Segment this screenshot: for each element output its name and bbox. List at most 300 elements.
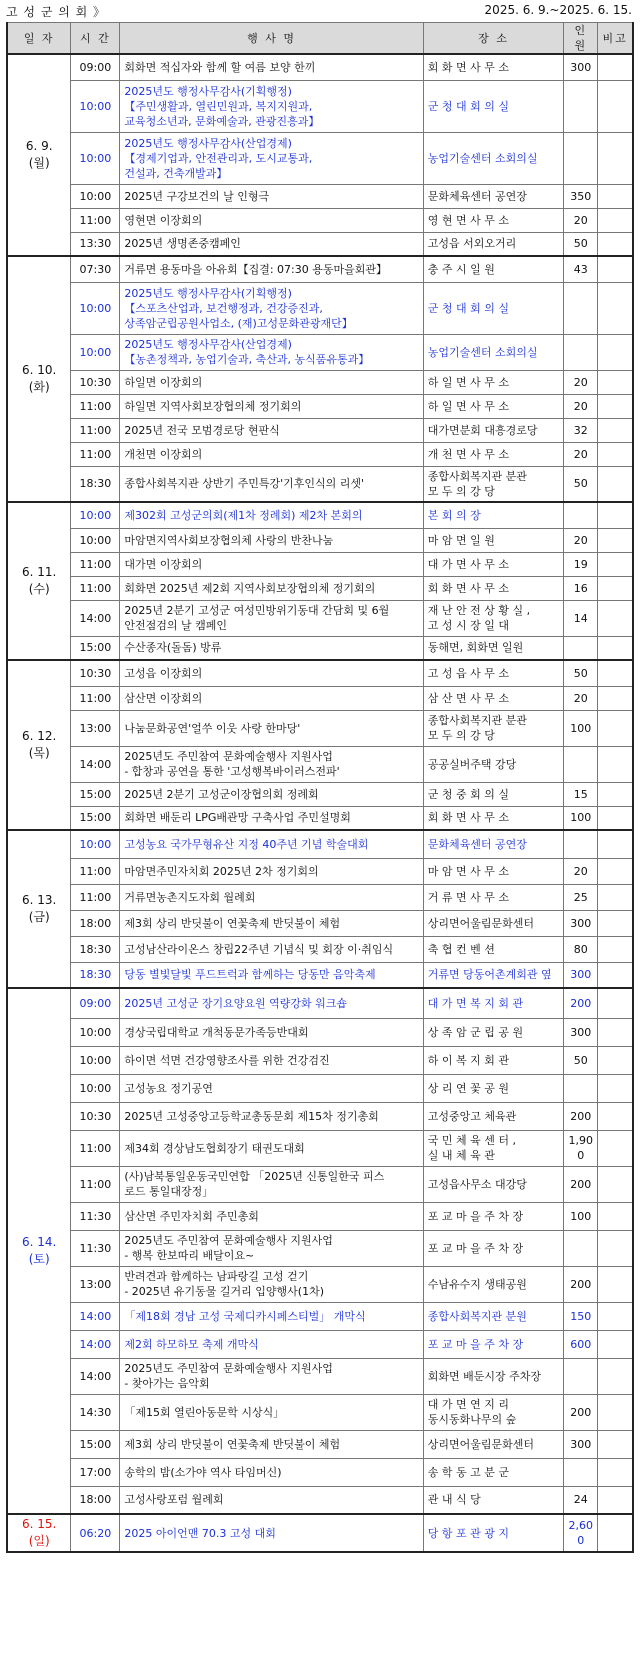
col-header-event: 행 사 명 (120, 23, 423, 55)
place-cell: 하 일 면 사 무 소 (423, 370, 564, 394)
event-cell: 나눔문화공연'얼쑤 이웃 사랑 한마당' (120, 710, 423, 746)
table-row (7, 1266, 633, 1302)
place-cell: 영 현 면 사 무 소 (423, 208, 564, 232)
table-row (7, 710, 633, 746)
place-cell: 상 족 암 군 립 공 원 (423, 1018, 564, 1046)
col-header-time: 시 간 (71, 23, 120, 55)
event-cell: 2025년도 행정사무감사(기획행정) 【스포츠산업과, 보건행정과, 건강증진과, 상족암군립공원사업소, (재)고성문화관광재단】 (120, 282, 423, 334)
time-cell: 15:00 (71, 636, 120, 660)
place-cell: 당 항 포 관 광 지 (423, 1514, 564, 1552)
table-row (7, 576, 633, 600)
table-row (7, 1514, 633, 1552)
time-cell: 10:00 (71, 830, 120, 858)
note-cell (598, 936, 633, 962)
note-cell (598, 552, 633, 576)
time-cell: 18:00 (71, 910, 120, 936)
place-cell: 회 화 면 사 무 소 (423, 54, 564, 80)
count-cell: 25 (564, 884, 598, 910)
table-row (7, 394, 633, 418)
place-cell: 대 가 면 연 지 리 동시동화나무의 숲 (423, 1394, 564, 1430)
note-cell (598, 370, 633, 394)
count-cell (564, 282, 598, 334)
place-cell: 대 가 면 사 무 소 (423, 552, 564, 576)
note-cell (598, 1230, 633, 1266)
count-cell: 2,60 0 (564, 1514, 598, 1552)
place-cell: 마 암 면 일 원 (423, 528, 564, 552)
table-row (7, 782, 633, 806)
note-cell (598, 988, 633, 1018)
time-cell: 10:00 (71, 282, 120, 334)
note-cell (598, 830, 633, 858)
event-cell: 삼산면 주민자치회 주민총회 (120, 1202, 423, 1230)
time-cell: 17:00 (71, 1458, 120, 1486)
event-cell: 삼산면 이장회의 (120, 686, 423, 710)
count-cell (564, 80, 598, 132)
place-cell: 군 청 대 회 의 실 (423, 80, 564, 132)
place-cell: 포 교 마 을 주 차 장 (423, 1202, 564, 1230)
schedule-body (7, 23, 633, 1553)
count-cell (564, 746, 598, 782)
place-cell: 포 교 마 을 주 차 장 (423, 1330, 564, 1358)
table-row (7, 1130, 633, 1166)
table-row (7, 910, 633, 936)
event-cell: 회화면 적십자와 함께 할 여름 보양 한끼 (120, 54, 423, 80)
event-cell: 「제18회 경남 고성 국제디카시페스티벌」 개막식 (120, 1302, 423, 1330)
time-cell: 10:30 (71, 370, 120, 394)
note-cell (598, 636, 633, 660)
time-cell: 06:20 (71, 1514, 120, 1552)
note-cell (598, 1130, 633, 1166)
time-cell: 15:00 (71, 1430, 120, 1458)
col-header-date: 일 자 (7, 23, 71, 55)
date-cell: 6. 14. (토) (7, 988, 71, 1514)
place-cell: 거류면 당동어촌계회관 옆 (423, 962, 564, 988)
event-cell: 2025년 생명존중캠페인 (120, 232, 423, 256)
event-cell: 고성사랑포럼 월례회 (120, 1486, 423, 1514)
count-cell: 300 (564, 54, 598, 80)
table-row (7, 232, 633, 256)
place-cell: 개 천 면 사 무 소 (423, 442, 564, 466)
place-cell: 재 난 안 전 상 황 실 , 고 성 시 장 일 대 (423, 600, 564, 636)
place-cell: 삼 산 면 사 무 소 (423, 686, 564, 710)
time-cell: 18:30 (71, 466, 120, 502)
table-header-row (7, 23, 633, 55)
schedule-table (6, 22, 634, 1553)
time-cell: 18:30 (71, 962, 120, 988)
event-cell: 영현면 이장회의 (120, 208, 423, 232)
count-cell: 16 (564, 576, 598, 600)
place-cell: 상리면어울림문화센터 (423, 1430, 564, 1458)
time-cell: 18:30 (71, 936, 120, 962)
count-cell (564, 1458, 598, 1486)
time-cell: 15:00 (71, 806, 120, 830)
count-cell: 20 (564, 370, 598, 394)
date-cell: 6. 15. (일) (7, 1514, 71, 1552)
event-cell: 하일면 이장회의 (120, 370, 423, 394)
time-cell: 09:00 (71, 988, 120, 1018)
table-row (7, 1394, 633, 1430)
event-cell: 당동 별빛달빛 푸드트럭과 함께하는 당동만 음악축제 (120, 962, 423, 988)
time-cell: 10:00 (71, 132, 120, 184)
table-row (7, 636, 633, 660)
count-cell: 19 (564, 552, 598, 576)
time-cell: 10:00 (71, 528, 120, 552)
table-row (7, 1486, 633, 1514)
count-cell (564, 1074, 598, 1102)
count-cell (564, 830, 598, 858)
place-cell: 하 이 복 지 회 관 (423, 1046, 564, 1074)
table-row (7, 1166, 633, 1202)
time-cell: 10:00 (71, 1074, 120, 1102)
count-cell (564, 1358, 598, 1394)
note-cell (598, 576, 633, 600)
count-cell (564, 132, 598, 184)
table-row (7, 746, 633, 782)
event-cell: 제2회 하모하모 축제 개막식 (120, 1330, 423, 1358)
count-cell: 32 (564, 418, 598, 442)
header-period: 2025. 6. 9.~2025. 6. 15. (484, 3, 632, 17)
header-title: 고 성 군 의 회 》 (6, 5, 107, 19)
note-cell (598, 1394, 633, 1430)
place-cell: 수남유수지 생태공원 (423, 1266, 564, 1302)
count-cell: 100 (564, 710, 598, 746)
place-cell: 고 성 읍 사 무 소 (423, 660, 564, 686)
table-row (7, 282, 633, 334)
table-row (7, 830, 633, 858)
event-cell: 2025년 2분기 고성군이장협의회 정례회 (120, 782, 423, 806)
time-cell: 09:00 (71, 54, 120, 80)
table-row (7, 442, 633, 466)
event-cell: 고성농요 정기공연 (120, 1074, 423, 1102)
count-cell (564, 334, 598, 370)
place-cell: 마 암 면 사 무 소 (423, 858, 564, 884)
event-cell: 고성남산라이온스 창립22주년 기념식 및 회장 이·취임식 (120, 936, 423, 962)
table-row (7, 962, 633, 988)
time-cell: 11:00 (71, 1130, 120, 1166)
event-cell: 2025년도 행정사무감사(산업경제) 【농촌정책과, 농업기술과, 축산과, 농식품유통과】 (120, 334, 423, 370)
note-cell (598, 858, 633, 884)
date-cell: 6. 10. (화) (7, 256, 71, 502)
note-cell (598, 502, 633, 528)
count-cell: 20 (564, 394, 598, 418)
time-cell: 11:00 (71, 576, 120, 600)
count-cell: 14 (564, 600, 598, 636)
place-cell: 문화체육센터 공연장 (423, 830, 564, 858)
note-cell (598, 442, 633, 466)
date-cell: 6. 12. (목) (7, 660, 71, 830)
count-cell: 200 (564, 988, 598, 1018)
place-cell: 종합사회복지관 분관 모 두 의 강 당 (423, 710, 564, 746)
place-cell: 상 리 연 꽃 공 원 (423, 1074, 564, 1102)
count-cell: 100 (564, 806, 598, 830)
table-row (7, 988, 633, 1018)
table-row (7, 1358, 633, 1394)
note-cell (598, 418, 633, 442)
time-cell: 10:00 (71, 1018, 120, 1046)
event-cell: 개천면 이장회의 (120, 442, 423, 466)
event-cell: 제3회 상리 반딧불이 연꽃축제 반딧불이 체험 (120, 910, 423, 936)
table-row (7, 80, 633, 132)
event-cell: 마암면주민자치회 2025년 2차 정기회의 (120, 858, 423, 884)
count-cell: 43 (564, 256, 598, 282)
event-cell: 2025년도 행정사무감사(기획행정) 【주민생활과, 열린민원과, 복지지원과, 교육청소년과, 문화예술과, 관광진흥과】 (120, 80, 423, 132)
place-cell: 관 내 식 당 (423, 1486, 564, 1514)
note-cell (598, 1102, 633, 1130)
event-cell: 2025년도 주민참여 문화예술행사 지원사업 - 행복 한보따리 배달이요~ (120, 1230, 423, 1266)
place-cell: 본 회 의 장 (423, 502, 564, 528)
table-row (7, 806, 633, 830)
table-row (7, 502, 633, 528)
event-cell: 반려견과 함께하는 남파랑길 고성 걷기 - 2025년 유기동물 길거리 입양행사(1차) (120, 1266, 423, 1302)
event-cell: 회화면 배둔리 LPG배관망 구축사업 주민설명회 (120, 806, 423, 830)
note-cell (598, 80, 633, 132)
time-cell: 10:00 (71, 1046, 120, 1074)
event-cell: 2025년 2분기 고성군 여성민방위기동대 간담회 및 6월 안전점검의 날 캠페인 (120, 600, 423, 636)
event-cell: (사)남북통일운동국민연합 「2025년 신통일한국 피스 로드 통일대장정」 (120, 1166, 423, 1202)
note-cell (598, 600, 633, 636)
time-cell: 14:00 (71, 746, 120, 782)
place-cell: 공공실버주택 강당 (423, 746, 564, 782)
note-cell (598, 232, 633, 256)
time-cell: 18:00 (71, 1486, 120, 1514)
note-cell (598, 1074, 633, 1102)
table-row (7, 1074, 633, 1102)
count-cell: 20 (564, 208, 598, 232)
note-cell (598, 660, 633, 686)
note-cell (598, 1486, 633, 1514)
note-cell (598, 1302, 633, 1330)
place-cell: 종합사회복지관 분관 모 두 의 강 당 (423, 466, 564, 502)
note-cell (598, 1018, 633, 1046)
event-cell: 「제15회 열린아동문학 시상식」 (120, 1394, 423, 1430)
note-cell (598, 184, 633, 208)
col-header-count: 인원 (564, 23, 598, 55)
col-header-place: 장 소 (423, 23, 564, 55)
note-cell (598, 884, 633, 910)
table-row (7, 1202, 633, 1230)
count-cell: 200 (564, 1266, 598, 1302)
count-cell: 20 (564, 442, 598, 466)
count-cell: 1,90 0 (564, 1130, 598, 1166)
place-cell: 국 민 체 육 센 터 , 실 내 체 육 관 (423, 1130, 564, 1166)
event-cell: 경상국립대학교 개척동문가족등반대회 (120, 1018, 423, 1046)
count-cell: 20 (564, 686, 598, 710)
table-row (7, 256, 633, 282)
col-header-note: 비고 (598, 23, 633, 55)
count-cell (564, 1230, 598, 1266)
time-cell: 13:00 (71, 1266, 120, 1302)
time-cell: 11:00 (71, 394, 120, 418)
note-cell (598, 1046, 633, 1074)
place-cell: 군 청 중 회 의 실 (423, 782, 564, 806)
count-cell: 300 (564, 1430, 598, 1458)
time-cell: 14:00 (71, 1358, 120, 1394)
time-cell: 07:30 (71, 256, 120, 282)
event-cell: 송학의 밤(소가야 역사 타임머신) (120, 1458, 423, 1486)
table-row (7, 184, 633, 208)
place-cell: 회화면 배둔시장 주차장 (423, 1358, 564, 1394)
time-cell: 10:00 (71, 184, 120, 208)
note-cell (598, 334, 633, 370)
note-cell (598, 1430, 633, 1458)
table-row (7, 208, 633, 232)
note-cell (598, 1330, 633, 1358)
place-cell: 고성중앙고 체육관 (423, 1102, 564, 1130)
time-cell: 13:00 (71, 710, 120, 746)
table-row (7, 660, 633, 686)
event-cell: 마암면지역사회보장협의체 사랑의 반찬나눔 (120, 528, 423, 552)
date-cell: 6. 13. (금) (7, 830, 71, 988)
place-cell: 고성읍 서외오거리 (423, 232, 564, 256)
time-cell: 14:00 (71, 600, 120, 636)
place-cell: 농업기술센터 소회의실 (423, 132, 564, 184)
count-cell: 300 (564, 962, 598, 988)
time-cell: 15:00 (71, 782, 120, 806)
table-row (7, 552, 633, 576)
event-cell: 제34회 경상남도협회장기 태권도대회 (120, 1130, 423, 1166)
table-row (7, 1046, 633, 1074)
time-cell: 14:00 (71, 1302, 120, 1330)
time-cell: 10:30 (71, 1102, 120, 1130)
place-cell: 하 일 면 사 무 소 (423, 394, 564, 418)
count-cell: 200 (564, 1394, 598, 1430)
time-cell: 14:00 (71, 1330, 120, 1358)
note-cell (598, 1458, 633, 1486)
event-cell: 2025년 고성중앙고등학교총동문회 제15차 정기총회 (120, 1102, 423, 1130)
time-cell: 10:30 (71, 660, 120, 686)
date-cell: 6. 9. (월) (7, 54, 71, 256)
count-cell: 350 (564, 184, 598, 208)
time-cell: 13:30 (71, 232, 120, 256)
table-row (7, 528, 633, 552)
time-cell: 11:00 (71, 1166, 120, 1202)
event-cell: 2025년 전국 모범경로당 현판식 (120, 418, 423, 442)
event-cell: 제3회 상리 반딧불이 연꽃축제 반딧불이 체험 (120, 1430, 423, 1458)
count-cell (564, 502, 598, 528)
time-cell: 10:00 (71, 502, 120, 528)
event-cell: 거류면농촌지도자회 월례회 (120, 884, 423, 910)
count-cell: 20 (564, 858, 598, 884)
event-cell: 대가면 이장회의 (120, 552, 423, 576)
event-cell: 고성농요 국가무형유산 지정 40주년 기념 학술대회 (120, 830, 423, 858)
table-row (7, 936, 633, 962)
event-cell: 하일면 지역사회보장협의체 정기회의 (120, 394, 423, 418)
place-cell: 고성읍사무소 대강당 (423, 1166, 564, 1202)
table-row (7, 334, 633, 370)
time-cell: 10:00 (71, 80, 120, 132)
event-cell: 2025년도 주민참여 문화예술행사 지원사업 - 찾아가는 음악회 (120, 1358, 423, 1394)
count-cell: 50 (564, 232, 598, 256)
place-cell: 송 학 동 고 분 군 (423, 1458, 564, 1486)
count-cell: 50 (564, 660, 598, 686)
time-cell: 11:00 (71, 686, 120, 710)
note-cell (598, 710, 633, 746)
count-cell (564, 636, 598, 660)
table-row (7, 858, 633, 884)
event-cell: 고성읍 이장회의 (120, 660, 423, 686)
table-row (7, 884, 633, 910)
table-row (7, 1018, 633, 1046)
note-cell (598, 806, 633, 830)
note-cell (598, 528, 633, 552)
place-cell: 상리면어울림문화센터 (423, 910, 564, 936)
event-cell: 회화면 2025년 제2회 지역사회보장협의체 정기회의 (120, 576, 423, 600)
count-cell: 200 (564, 1166, 598, 1202)
time-cell: 11:00 (71, 208, 120, 232)
note-cell (598, 466, 633, 502)
date-cell: 6. 11. (수) (7, 502, 71, 660)
document-header (0, 0, 640, 22)
event-cell: 종합사회복지관 상반기 주민특강'기후인식의 리셋' (120, 466, 423, 502)
table-row (7, 600, 633, 636)
place-cell: 농업기술센터 소회의실 (423, 334, 564, 370)
place-cell: 회 화 면 사 무 소 (423, 806, 564, 830)
event-cell: 2025년 구강보건의 날 인형극 (120, 184, 423, 208)
table-row (7, 1430, 633, 1458)
time-cell: 11:30 (71, 1230, 120, 1266)
count-cell: 150 (564, 1302, 598, 1330)
note-cell (598, 746, 633, 782)
place-cell: 포 교 마 을 주 차 장 (423, 1230, 564, 1266)
count-cell: 200 (564, 1102, 598, 1130)
event-cell: 제302회 고성군의회(제1차 정례회) 제2차 본회의 (120, 502, 423, 528)
event-cell: 2025년 고성군 장기요양요원 역량강화 워크숍 (120, 988, 423, 1018)
note-cell (598, 1514, 633, 1552)
note-cell (598, 1358, 633, 1394)
count-cell: 300 (564, 1018, 598, 1046)
event-cell: 수산종자(돌돔) 방류 (120, 636, 423, 660)
note-cell (598, 1266, 633, 1302)
place-cell: 군 청 대 회 의 실 (423, 282, 564, 334)
time-cell: 11:00 (71, 858, 120, 884)
event-cell: 거류면 용동마을 아유회【집결: 07:30 용동마을회관】 (120, 256, 423, 282)
place-cell: 축 협 컨 벤 션 (423, 936, 564, 962)
place-cell: 충 주 시 일 원 (423, 256, 564, 282)
note-cell (598, 910, 633, 936)
note-cell (598, 1202, 633, 1230)
count-cell: 50 (564, 1046, 598, 1074)
place-cell: 동해면, 회화면 일원 (423, 636, 564, 660)
time-cell: 14:30 (71, 1394, 120, 1430)
count-cell: 15 (564, 782, 598, 806)
table-row (7, 466, 633, 502)
count-cell: 600 (564, 1330, 598, 1358)
table-row (7, 1302, 633, 1330)
count-cell: 300 (564, 910, 598, 936)
time-cell: 11:00 (71, 884, 120, 910)
table-row (7, 1230, 633, 1266)
note-cell (598, 962, 633, 988)
note-cell (598, 782, 633, 806)
place-cell: 거 류 면 사 무 소 (423, 884, 564, 910)
place-cell: 대 가 면 복 지 회 관 (423, 988, 564, 1018)
time-cell: 11:00 (71, 418, 120, 442)
event-cell: 2025년도 주민참여 문화예술행사 지원사업 - 합창과 공연을 통한 '고성행복바이러스전파' (120, 746, 423, 782)
table-row (7, 418, 633, 442)
table-row (7, 54, 633, 80)
place-cell: 대가면분회 대흥경로당 (423, 418, 564, 442)
table-row (7, 370, 633, 394)
count-cell: 80 (564, 936, 598, 962)
time-cell: 11:00 (71, 552, 120, 576)
table-row (7, 1102, 633, 1130)
note-cell (598, 54, 633, 80)
note-cell (598, 282, 633, 334)
table-row (7, 1458, 633, 1486)
event-cell: 하이면 석면 건강영향조사를 위한 건강검진 (120, 1046, 423, 1074)
table-row (7, 1330, 633, 1358)
event-cell: 2025년도 행정사무감사(산업경제) 【경제기업과, 안전관리과, 도시교통과, 건설과, 건축개발과】 (120, 132, 423, 184)
